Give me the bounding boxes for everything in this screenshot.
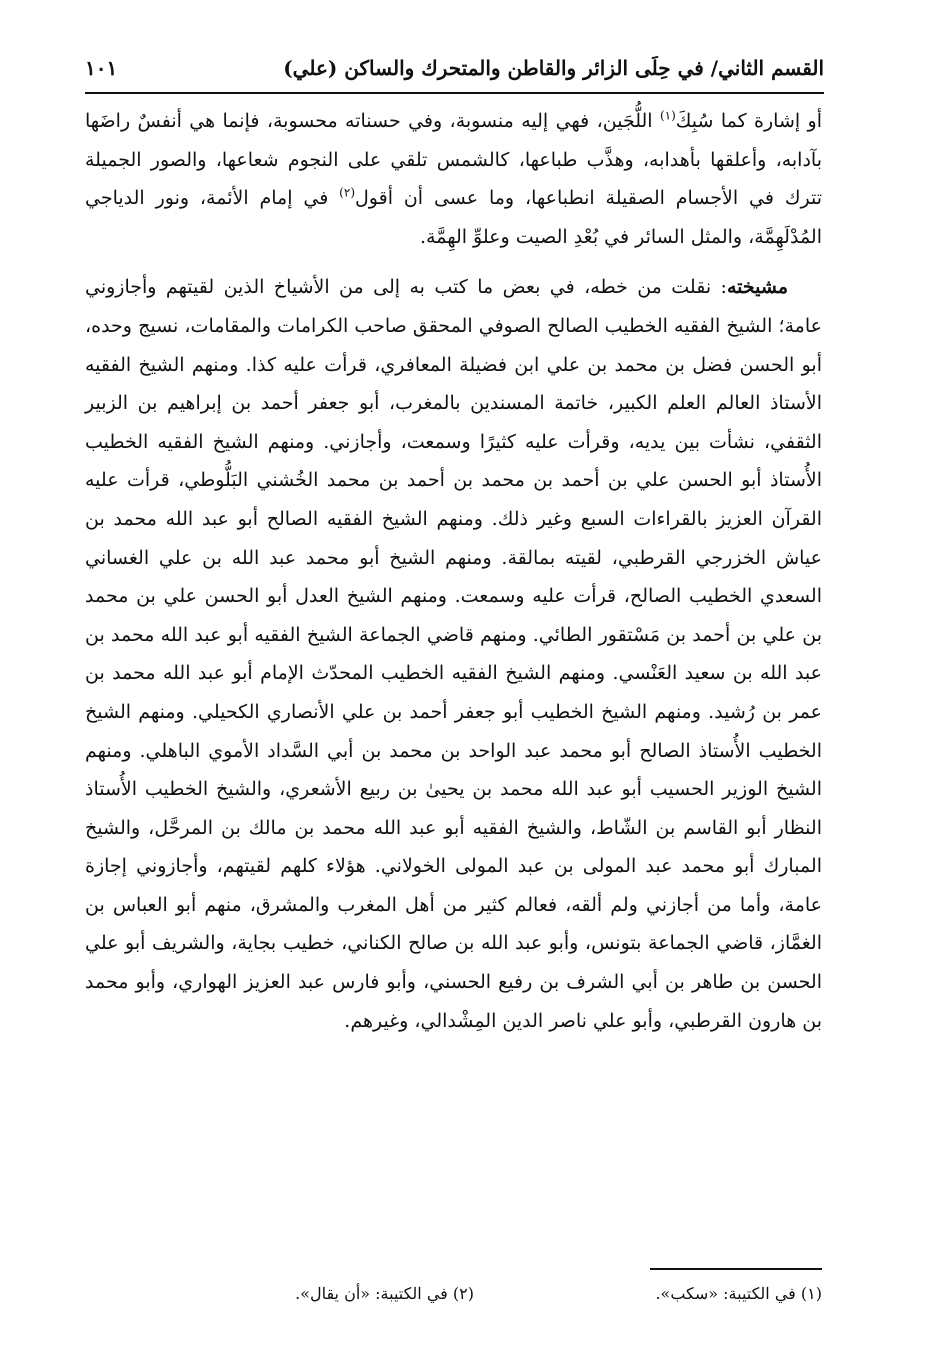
- footnote-1: (١) في الكتيبة: «سكب».: [655, 1284, 822, 1303]
- running-head: القسم الثاني/ في حِلَى الزائر والقاطن والمتحرك والساكن (علي): [283, 56, 824, 80]
- paragraph-intro-part-a: أو إشارة كما سُبِكَ: [675, 110, 822, 132]
- footnote-divider: [650, 1268, 822, 1270]
- main-text: [85, 102, 822, 1040]
- section-label: مشيخته: [726, 276, 788, 299]
- page-header: [85, 52, 824, 94]
- paragraph-mashyakha-text: : نقلت من خطه، في بعض ما كتب به إلى من الأشياخ الذين لقيتهم وأجازوني عامة؛ الشيخ الفقيه الخطيب الصالح الصوفي المحقق صاحب الكرامات والمقامات، نسيج وحده، أبو الحسن فضل بن محمد بن علي ابن فضيلة المعافري، قرأت عليه كذا. ومنهم الشيخ الفقيه الأستاذ العالم العلم الكبير، خاتمة المسندين بالمغرب، أبو جعفر أحمد بن إبراهيم بن الزبير الثقفي، نشأت بين يديه، وقرأت عليه كثيرًا وسمعت، وأجازني. ومنهم الشيخ الفقيه الخطيب الأُستاذ أبو الحسن علي بن أحمد بن محمد بن أحمد بن محمد الخُشني البَلُّوطي، قرأت عليه القرآن العزيز بالقراءات السبع وغير ذلك. ومنهم الشيخ الفقيه الصالح أبو عبد الله محمد بن عياش الخزرجي القرطبي، لقيته بمالقة. ومنهم الشيخ أبو محمد عبد الله بن علي الغساني السعدي الخطيب الصالح، قرأت عليه وسمعت. ومنهم الشيخ العدل أبو الحسن علي بن محمد بن علي بن أحمد بن مَسْتقور الطائي. ومنهم قاضي الجماعة الشيخ الفقيه أبو عبد الله محمد بن عبد الله بن سعيد العَنْسي. ومنهم الشيخ الفقيه الخطيب المحدّث الإمام أبو عبد الله محمد بن عمر بن رُشيد. ومنهم الشيخ الخطيب أبو جعفر أحمد بن علي الأنصاري الكحيلي. ومنهم الشيخ الخطيب الأُستاذ الصالح أبو محمد عبد الواحد بن محمد بن أبي السَّداد الأموي الباهلي. ومنهم الشيخ الوزير الحسيب أبو عبد الله محمد بن يحيىٰ بن ربيع الأشعري، والشيخ الخطيب الأُستاذ النظار أبو القاسم بن الشّاط، والشيخ الفقيه أبو عبد الله محمد بن مالك بن المرحَّل، والشيخ المبارك أبو محمد عبد المولى بن عبد المولى الخولاني. هؤلاء كلهم لقيتهم، وأجازوني إجازة عامة، وأما من أجازني ولم ألقه، فعالم كثير من أهل المغرب والمشرق، منهم أبو العباس بن الغمَّاز، قاضي الجماعة بتونس، وأبو عبد الله بن صالح الكناني، خطيب بجاية، والشريف أبو علي الحسن بن طاهر بن أبي الشرف بن رفيع الحسني، وأبو فارس عبد العزيز الهواري، وأبو محمد بن هارون القرطبي، وأبو علي ناصر الدين المِشْدالي، وغيرهم.: [85, 276, 822, 1032]
- footnote-ref-1: (١): [659, 108, 676, 123]
- paragraph-intro: [85, 102, 822, 256]
- paragraph-intro-part-b: اللُّجَين، فهي إليه منسوبة، وفي حسناته محسوبة، فإنما هي أنفسٌ راضَها بآدابه، وأعلقها بأهدابه، وهذَّب طباعها، كالشمس تلقي على النجوم شعاعها، والصور الجميلة تترك في الأجسام الصقيلة انطباعها، وما عسى أن أقول: [85, 110, 822, 210]
- footnote-2: (٢) في الكتيبة: «أن يقال».: [295, 1284, 474, 1303]
- paragraph-intro-part-c: في إمام الأئمة، ونور الدياجي المُدْلَهِمَّة، والمثل السائر في بُعْدِ الصيت وعلوِّ الهِمَّة.: [85, 187, 822, 248]
- page-number: ١٠١: [85, 56, 118, 80]
- footnote-ref-2: (٢): [339, 185, 355, 200]
- paragraph-mashyakha: [85, 268, 822, 1040]
